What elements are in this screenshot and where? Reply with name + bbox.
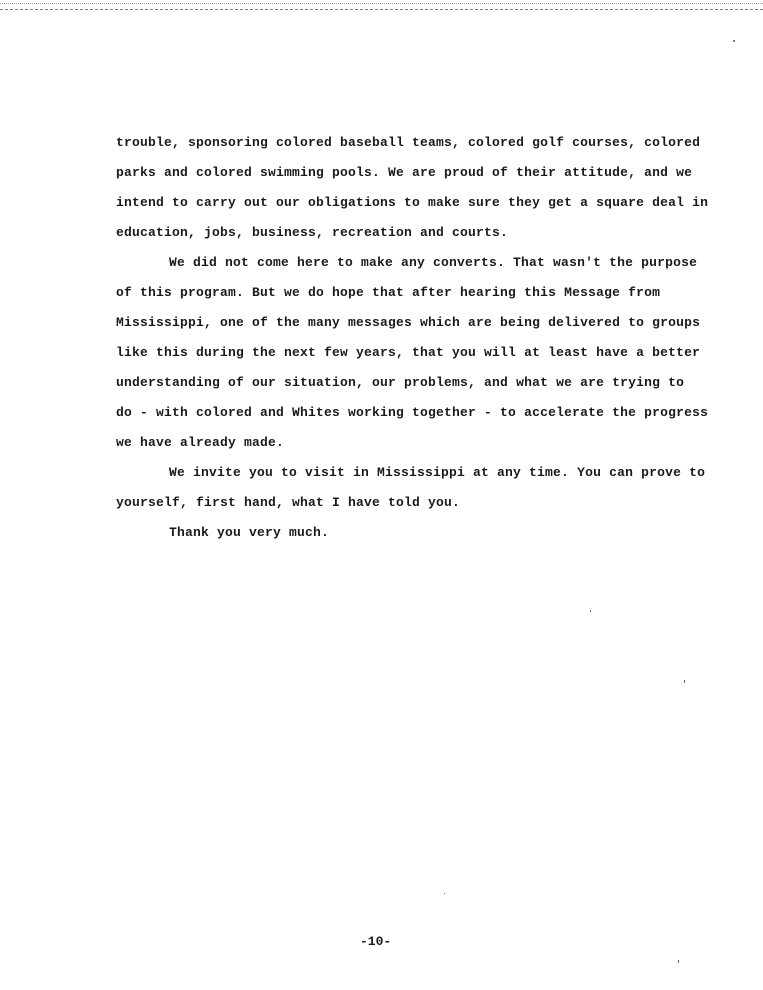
text-line: of this program. But we do hope that after hearing this Message from xyxy=(116,285,661,300)
text-line: parks and colored swimming pools. We are proud of their attitude, and we xyxy=(116,165,693,180)
page-number: -10- xyxy=(360,934,392,949)
text-line: Mississippi, one of the many messages which are being delivered to groups xyxy=(116,315,701,330)
document-body xyxy=(116,128,709,548)
scan-speck xyxy=(678,960,679,963)
paragraph xyxy=(116,248,709,458)
scan-speck xyxy=(444,893,445,894)
paragraph xyxy=(116,458,706,518)
text-line: we have already made. xyxy=(116,435,285,450)
paragraph xyxy=(116,128,709,248)
scan-speck xyxy=(590,610,591,612)
text-line: understanding of our situation, our problems, and what we are trying to xyxy=(116,375,685,390)
text-line: education, jobs, business, recreation and courts. xyxy=(116,225,509,240)
text-line: yourself, first hand, what I have told you. xyxy=(116,495,461,510)
scan-speck xyxy=(684,680,685,683)
scan-speck xyxy=(733,40,735,42)
text-line: Thank you very much. xyxy=(169,525,330,540)
text-line: intend to carry out our obligations to make sure they get a square deal in xyxy=(116,195,709,210)
text-line: We did not come here to make any converts. That wasn't the purpose xyxy=(169,255,698,270)
text-line: do - with colored and Whites working together - to accelerate the progress xyxy=(116,405,709,420)
paragraph xyxy=(116,518,696,548)
text-line: trouble, sponsoring colored baseball teams, colored golf courses, colored xyxy=(116,135,701,150)
scan-top-edge xyxy=(0,0,763,10)
text-line: like this during the next few years, that you will at least have a better xyxy=(116,345,701,360)
scan-top-edge-dots xyxy=(0,3,763,4)
text-line: We invite you to visit in Mississippi at any time. You can prove to xyxy=(169,465,706,480)
